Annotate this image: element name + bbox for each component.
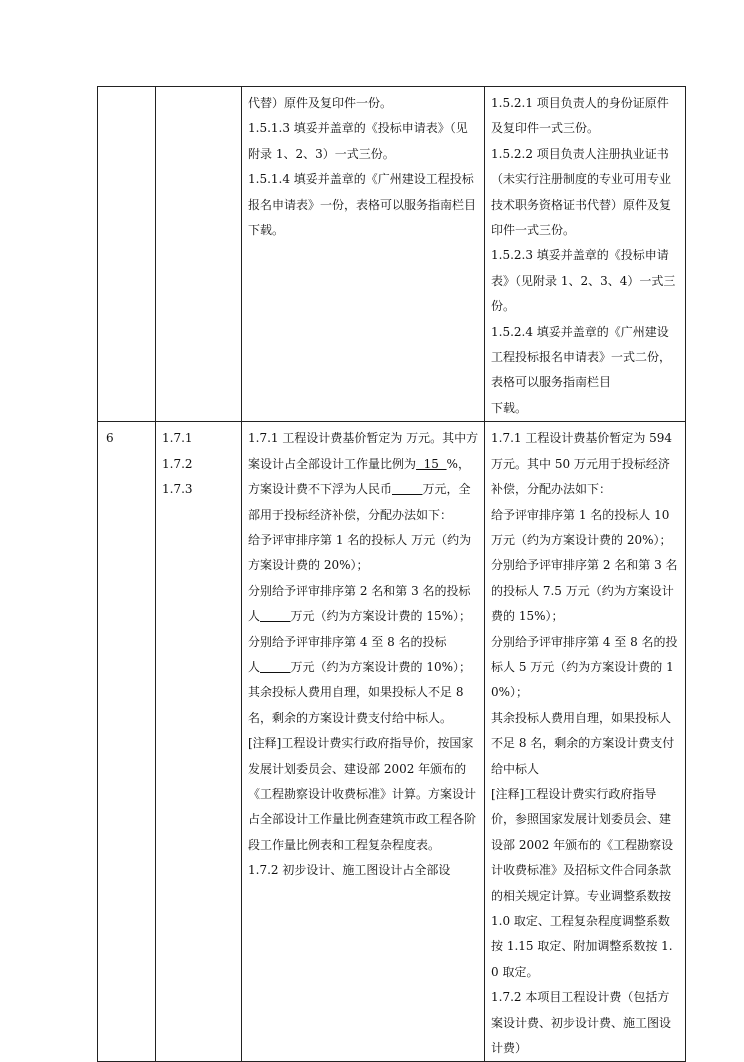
paragraph: 代替）原件及复印件一份。 xyxy=(248,96,393,110)
text: 万元，全部用于投标经济补偿，分配办法如下： xyxy=(248,482,471,522)
paragraph: 其余投标人费用自理，如果投标人不足 8 名，剩余的方案设计费支付给中标人。 xyxy=(248,685,468,725)
blank-field xyxy=(260,660,291,674)
document-table xyxy=(97,86,686,1062)
text: 1.7.1 工程设计费基价暂定为 万元。其中方案设计占全部设计工作量比例为 xyxy=(248,431,479,471)
paragraph: 分别给予评审排序第 4 至 8 名的投标人 5 万元（约为方案设计费的 10%）； xyxy=(491,634,678,700)
clause-number: 1.7.3 xyxy=(162,482,193,497)
text: 万元（约为方案设计费的 10%）； xyxy=(290,659,472,674)
blank-field xyxy=(260,609,291,623)
table-row xyxy=(98,87,686,422)
row1-requirement-cell xyxy=(242,87,485,422)
text: %，方案设计费不下浮为人民币 xyxy=(248,456,470,497)
paragraph: 1.5.2.4 填妥并盖章的《广州建设工程投标报名申请表》一式二份，表格可以服务指南栏目 xyxy=(491,324,672,390)
clause-number: 1.7.2 xyxy=(162,456,193,471)
paragraph xyxy=(248,579,479,630)
paragraph xyxy=(248,426,479,528)
blank-field xyxy=(392,482,423,496)
paragraph: 给予评审排序第 1 名的投标人 10 万元（约为方案设计费的 20%）； xyxy=(491,507,674,547)
paragraph: 1.5.2.1 项目负责人的身份证原件及复印件一式三份。 xyxy=(491,96,669,136)
text: 万元（约为方案设计费的 15%）； xyxy=(290,609,472,624)
blank-field: 15 xyxy=(416,456,447,471)
text: 分别给予评审排序第 4 至 8 名的投标人 xyxy=(248,634,447,674)
paragraph: [注释]工程设计费实行政府指导价，按国家发展计划委员会、建设部 2002 年颁布的《工程勘察设计收费标准》计算。方案设计占全部设计工作量比例查建筑市政工程各阶段工作量比例表和工程复杂程度表。 xyxy=(248,736,477,852)
row2-index-cell: 6 xyxy=(98,422,156,1062)
table-row xyxy=(98,422,686,1062)
paragraph: 其余投标人费用自理，如果投标人不足 8 名，剩余的方案设计费支付给中标人 xyxy=(491,710,675,776)
paragraph: 1.7.2 初步设计、施工图设计占全部设 xyxy=(248,863,451,878)
paragraph: 1.5.2.2 项目负责人注册执业证书（未实行注册制度的专业可用专业技术职务资格证书代替）原件及复印件一式三份。 xyxy=(491,146,672,238)
paragraph xyxy=(248,630,479,681)
paragraph: 1.7.1 工程设计费基价暂定为 594 万元。其中 50 万元用于投标经济补偿，分配办法如下： xyxy=(491,431,676,497)
row1-content-cell xyxy=(485,87,686,422)
paragraph: 给予评审排序第 1 名的投标人 万元（约为方案设计费的 20%）； xyxy=(248,532,472,573)
paragraph: [注释]工程设计费实行政府指导价，参照国家发展计划委员会、建设部 2002 年颁布的《工程勘察设计收费标准》及招标文件合同条款的相关规定计算。专业调整系数按 1.0 取定、工程复杂程度调整系数按 1.15 取定、附加调整系数按 1.0 取定。 xyxy=(491,786,675,979)
row2-content-cell xyxy=(485,422,686,1062)
paragraph: 下载。 xyxy=(491,400,528,415)
clause-number: 1.7.1 xyxy=(162,431,193,446)
paragraph: 1.5.1.3 填妥并盖章的《投标申请表》（见附录 1、2、3）一式三份。 xyxy=(248,121,468,161)
row1-index-cell xyxy=(98,87,156,422)
paragraph: 1.7.2 本项目工程设计费（包括方案设计费、初步设计费、施工图设计费） xyxy=(491,990,672,1056)
text: 分别给予评审排序第 2 名和第 3 名的投标人 xyxy=(248,583,471,624)
row2-clause-cell xyxy=(156,422,242,1062)
row2-requirement-cell xyxy=(242,422,485,1062)
row1-clause-cell xyxy=(156,87,242,422)
paragraph: 分别给予评审排序第 2 名和第 3 名的投标人 7.5 万元（约为方案设计费的 15%）； xyxy=(491,558,678,624)
paragraph: 1.5.1.4 填妥并盖章的《广州建设工程投标报名申请表》一份，表格可以服务指南栏目下载。 xyxy=(248,172,477,238)
paragraph: 1.5.2.3 填妥并盖章的《投标申请表》（见附录 1、2、3、4）一式三份。 xyxy=(491,248,676,314)
